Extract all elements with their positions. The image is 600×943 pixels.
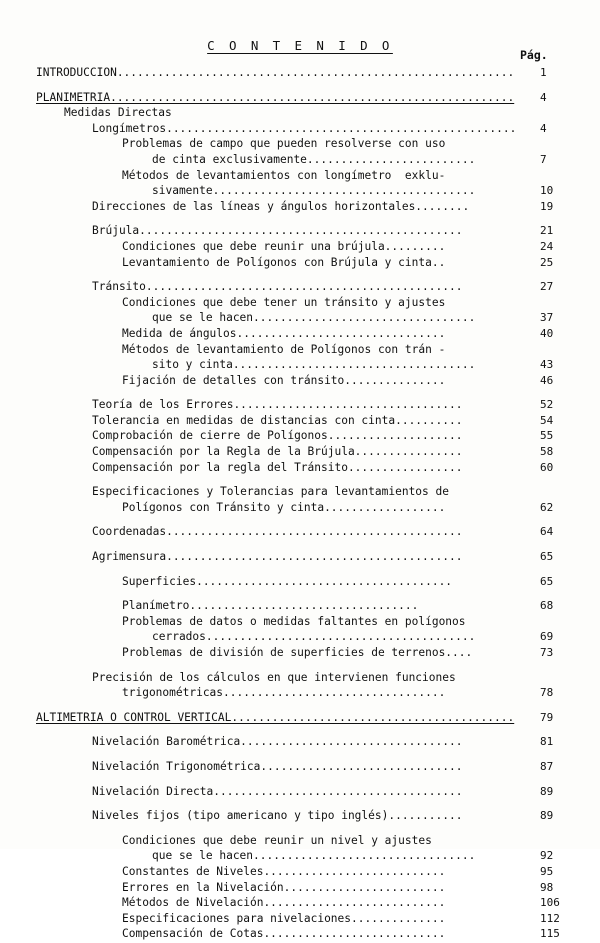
toc-entry-label: Condiciones que debe reunir un nivel y ajustes <box>122 833 432 847</box>
toc-gap <box>0 751 600 760</box>
toc-entry-page-number: 43 <box>540 358 554 372</box>
toc-entry-page-number: 27 <box>540 280 554 294</box>
toc-entry[interactable] <box>0 224 600 240</box>
toc-entry[interactable] <box>0 311 600 327</box>
toc-entry[interactable] <box>0 809 600 825</box>
toc-entry-page-number: 65 <box>540 550 554 564</box>
toc-gap <box>0 516 600 525</box>
toc-entry[interactable] <box>0 445 600 461</box>
toc-entry[interactable] <box>0 414 600 430</box>
toc-entry-label: Problemas de datos o medidas faltantes en polígonos <box>122 614 466 628</box>
toc-entry[interactable] <box>0 849 600 865</box>
toc-entry-page-number: 106 <box>540 896 560 910</box>
toc-entry-label: Métodos de Nivelación........................... <box>122 896 446 910</box>
toc-entry-label: Niveles fijos (tipo americano y tipo inglés)........... <box>92 809 463 823</box>
toc-entry-label: trigonométricas................................. <box>122 686 446 700</box>
toc-entry-page-number: 73 <box>540 646 554 659</box>
toc-entry-label: sivamente....................................... <box>152 184 476 198</box>
page-column-header: Pág. <box>520 48 548 62</box>
toc-entry[interactable] <box>0 122 600 138</box>
toc-entry[interactable] <box>0 327 600 343</box>
toc-entry[interactable] <box>0 398 600 414</box>
toc-entry-label: PLANIMETRIA............................................................ <box>36 90 515 104</box>
toc-entry-page-number: 89 <box>540 784 554 798</box>
toc-entry-page-number: 64 <box>540 525 554 539</box>
toc-entry-label: Nivelación Barométrica................................. <box>92 735 463 749</box>
toc-entry-label: que se le hacen................................. <box>152 849 476 863</box>
toc-entry-page-number: 25 <box>540 255 554 269</box>
toc-entry-label: Nivelación Directa..................................... <box>92 784 463 798</box>
toc-entry[interactable] <box>0 153 600 169</box>
toc-entry[interactable] <box>0 575 600 591</box>
toc-gap <box>0 215 600 224</box>
toc-entry-page-number: 92 <box>540 849 554 863</box>
toc-entry-label: Comprobación de cierre de Polígonos.................... <box>92 429 463 443</box>
toc-entry-page-number: 79 <box>540 710 554 724</box>
toc-entry-page-number: 21 <box>540 224 554 238</box>
toc-entry-label: Métodos de levantamientos con longímetro exklu- <box>122 168 446 182</box>
toc-entry[interactable] <box>0 429 600 445</box>
toc-entry-label: Longímetros.................................................... <box>92 121 517 135</box>
toc-entry-label: INTRODUCCION........................................................... <box>36 66 515 79</box>
toc-entry-label: Métodos de levantamiento de Polígonos con trán - <box>122 342 446 356</box>
toc-entry-label: Tolerancia en medidas de distancias con cinta.......... <box>92 413 463 427</box>
toc-entry[interactable] <box>0 296 600 312</box>
toc-entry-label: Condiciones que debe reunir una brújula......... <box>122 239 446 253</box>
toc-entry[interactable] <box>0 461 600 477</box>
toc-entry-label: Direcciones de las líneas y ángulos horizontales........ <box>92 199 470 213</box>
toc-entry[interactable] <box>0 66 600 82</box>
toc-entry[interactable] <box>0 184 600 200</box>
toc-entry[interactable] <box>0 256 600 272</box>
toc-entry-page-number: 52 <box>540 398 554 412</box>
toc-gap <box>0 82 600 91</box>
toc-entry[interactable] <box>0 343 600 359</box>
toc-entry-label: Compensación por la regla del Tránsito................. <box>92 460 463 474</box>
toc-entry-label: Medidas Directas <box>64 106 172 120</box>
toc-entry-label: Brújula................................................ <box>92 224 463 238</box>
toc-entry-page-number: 98 <box>540 880 554 894</box>
toc-entry[interactable] <box>0 711 600 727</box>
toc-entry-page-number: 55 <box>540 429 554 443</box>
toc-gap <box>0 776 600 785</box>
toc-entry[interactable] <box>0 686 600 702</box>
toc-entry[interactable] <box>0 834 600 850</box>
toc-gap <box>0 541 600 550</box>
toc-entry-page-number: 24 <box>540 239 554 253</box>
toc-entry[interactable] <box>0 280 600 296</box>
toc-entry-label: de cinta exclusivamente......................... <box>152 152 476 166</box>
toc-entry-page-number: 4 <box>540 121 547 135</box>
table-of-contents <box>0 66 600 943</box>
toc-entry[interactable] <box>0 785 600 801</box>
toc-entry-label: Agrimensura............................................ <box>92 550 463 564</box>
toc-gap <box>0 389 600 398</box>
toc-entry-page-number: 69 <box>540 630 554 644</box>
toc-entry-page-number: 78 <box>540 686 554 700</box>
toc-entry-label: Especificaciones para nivelaciones.............. <box>122 911 446 925</box>
toc-entry-label: Teoría de los Errores.................................. <box>92 398 463 412</box>
toc-entry-page-number: 54 <box>540 413 554 427</box>
toc-entry-label: Coordenadas............................................ <box>92 525 463 539</box>
toc-entry[interactable] <box>0 912 600 928</box>
toc-entry-label: Medida de ángulos............................... <box>122 326 446 340</box>
toc-entry-page-number: 4 <box>540 90 547 104</box>
toc-gap <box>0 662 600 671</box>
toc-entry[interactable] <box>0 615 600 631</box>
toc-entry-label: Condiciones que debe tener un tránsito y ajustes <box>122 295 446 309</box>
toc-entry-page-number: 40 <box>540 326 554 340</box>
toc-entry-label: Especificaciones y Tolerancias para levantamientos de <box>92 485 449 499</box>
toc-entry[interactable] <box>0 501 600 517</box>
toc-entry-page-number: 115 <box>540 927 560 941</box>
toc-entry[interactable] <box>0 881 600 897</box>
toc-entry-label: Problemas de campo que pueden resolverse con uso <box>122 137 446 151</box>
toc-entry-label: Precisión de los cálculos en que intervienen funciones <box>92 670 456 684</box>
toc-gap <box>0 566 600 575</box>
toc-entry[interactable] <box>0 646 600 662</box>
toc-entry-page-number: 58 <box>540 445 554 459</box>
toc-entry-page-number: 112 <box>540 911 560 925</box>
toc-entry-page-number: 60 <box>540 460 554 474</box>
toc-entry-label: Fijación de detalles con tránsito............... <box>122 373 446 387</box>
toc-entry-label: Errores en la Nivelación........................ <box>122 880 446 894</box>
toc-entry[interactable] <box>0 760 600 776</box>
toc-entry[interactable] <box>0 896 600 912</box>
toc-entry[interactable] <box>0 927 600 943</box>
toc-entry-label: cerrados........................................ <box>152 630 476 644</box>
toc-entry[interactable] <box>0 630 600 646</box>
toc-entry[interactable] <box>0 485 600 501</box>
page-title: C O N T E N I D O <box>207 38 393 53</box>
toc-gap <box>0 702 600 711</box>
toc-entry-label: Planímetro.................................. <box>122 599 419 613</box>
toc-gap <box>0 825 600 834</box>
toc-entry-page-number: 46 <box>540 373 554 387</box>
toc-entry[interactable] <box>0 137 600 153</box>
toc-entry[interactable] <box>0 671 600 687</box>
toc-entry-label: ALTIMETRIA O CONTROL VERTICAL.......................................... <box>36 710 515 724</box>
toc-entry[interactable] <box>0 240 600 256</box>
toc-entry-page-number: 81 <box>540 735 554 749</box>
toc-entry[interactable] <box>0 200 600 216</box>
toc-entry[interactable] <box>0 735 600 751</box>
toc-entry-label: Superficies...................................... <box>122 574 453 588</box>
toc-entry[interactable] <box>0 599 600 615</box>
toc-entry-label: Compensación de Cotas........................... <box>122 927 446 941</box>
toc-entry[interactable] <box>0 374 600 390</box>
toc-entry[interactable] <box>0 106 600 122</box>
toc-entry-page-number: 10 <box>540 184 554 198</box>
toc-entry[interactable] <box>0 550 600 566</box>
toc-entry-page-number: 95 <box>540 864 554 878</box>
toc-entry-label: sito y cinta.................................... <box>152 358 476 372</box>
toc-entry-label: Constantes de Niveles........................... <box>122 864 446 878</box>
toc-entry-page-number: 68 <box>540 599 554 613</box>
toc-entry-page-number: 65 <box>540 574 554 588</box>
toc-gap <box>0 271 600 280</box>
toc-entry-page-number: 7 <box>540 152 547 166</box>
toc-entry[interactable] <box>0 525 600 541</box>
toc-entry-label: Nivelación Trigonométrica.............................. <box>92 759 463 773</box>
toc-entry-page-number: 1 <box>540 66 547 79</box>
toc-gap <box>0 476 600 485</box>
toc-entry[interactable] <box>0 865 600 881</box>
toc-entry[interactable] <box>0 358 600 374</box>
toc-entry-page-number: 89 <box>540 809 554 823</box>
toc-entry-label: Polígonos con Tránsito y cinta.................. <box>122 500 446 514</box>
toc-gap <box>0 726 600 735</box>
toc-entry-label: Problemas de división de superficies de terrenos.... <box>122 646 473 659</box>
toc-entry-page-number: 19 <box>540 199 554 213</box>
toc-entry[interactable] <box>0 91 600 107</box>
toc-entry-label: Tránsito............................................... <box>92 280 463 294</box>
toc-gap <box>0 800 600 809</box>
toc-entry-label: que se le hacen................................. <box>152 311 476 325</box>
toc-entry-page-number: 37 <box>540 311 554 325</box>
toc-gap <box>0 590 600 599</box>
toc-entry-label: Compensación por la Regla de la Brújula................ <box>92 445 463 459</box>
toc-entry-label: Levantamiento de Polígonos con Brújula y cinta.. <box>122 255 446 269</box>
toc-entry-page-number: 87 <box>540 759 554 773</box>
toc-entry-page-number: 62 <box>540 500 554 514</box>
toc-entry[interactable] <box>0 169 600 185</box>
